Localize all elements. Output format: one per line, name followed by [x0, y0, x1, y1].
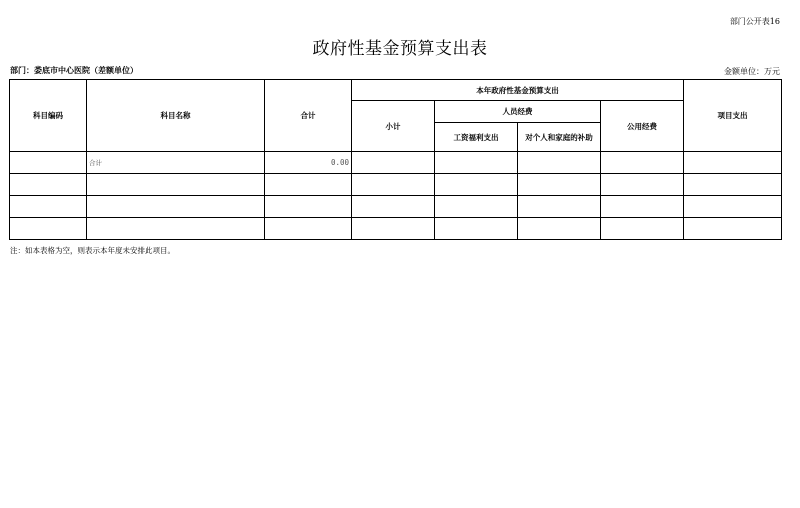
cell-empty — [684, 218, 782, 240]
header-subject-code: 科目编码 — [10, 80, 87, 152]
cell-empty — [601, 196, 684, 218]
table-number-label: 部门公开表16 — [729, 17, 780, 26]
cell-empty — [684, 174, 782, 196]
cell-empty — [518, 218, 601, 240]
table-row — [10, 174, 782, 196]
cell-empty — [87, 196, 265, 218]
amount-unit-label: 金额单位：万元 — [724, 67, 780, 76]
cell-empty — [684, 196, 782, 218]
table-row — [10, 196, 782, 218]
footnote: 注：如本表格为空，则表示本年度未安排此项目。 — [10, 246, 175, 255]
cell-empty — [435, 218, 518, 240]
cell-empty — [10, 196, 87, 218]
cell-empty — [601, 218, 684, 240]
cell-empty — [601, 152, 684, 174]
table-row — [10, 152, 782, 174]
header-subject-name: 科目名称 — [87, 80, 265, 152]
budget-table — [9, 79, 782, 240]
header-project-expenditure: 项目支出 — [684, 80, 782, 152]
cell-empty — [87, 174, 265, 196]
cell-empty — [265, 218, 352, 240]
table-row — [10, 218, 782, 240]
cell-empty — [518, 152, 601, 174]
cell-name: 合计 — [87, 152, 265, 174]
cell-empty — [435, 196, 518, 218]
header-personal-subsidy: 对个人和家庭的补助 — [518, 123, 601, 152]
cell-empty — [684, 152, 782, 174]
header-current-year-group: 本年政府性基金预算支出 — [352, 80, 684, 101]
cell-empty — [10, 218, 87, 240]
cell-empty — [435, 174, 518, 196]
cell-empty — [518, 196, 601, 218]
header-personnel-group: 人员经费 — [435, 101, 601, 123]
cell-code — [10, 152, 87, 174]
cell-empty — [518, 174, 601, 196]
header-total: 合计 — [265, 80, 352, 152]
cell-empty — [435, 152, 518, 174]
cell-empty — [10, 174, 87, 196]
cell-empty — [265, 174, 352, 196]
header-public-expenses: 公用经费 — [601, 101, 684, 152]
page-title: 政府性基金预算支出表 — [312, 39, 488, 59]
cell-empty — [87, 218, 265, 240]
department-label: 部门：娄底市中心医院（差额单位） — [10, 65, 138, 75]
cell-total: 0.00 — [265, 152, 352, 174]
header-subtotal: 小计 — [352, 101, 435, 152]
header-wage-welfare: 工资福利支出 — [435, 123, 518, 152]
cell-empty — [352, 218, 435, 240]
cell-empty — [601, 174, 684, 196]
cell-empty — [352, 196, 435, 218]
cell-empty — [265, 196, 352, 218]
cell-empty — [352, 174, 435, 196]
cell-empty — [352, 152, 435, 174]
